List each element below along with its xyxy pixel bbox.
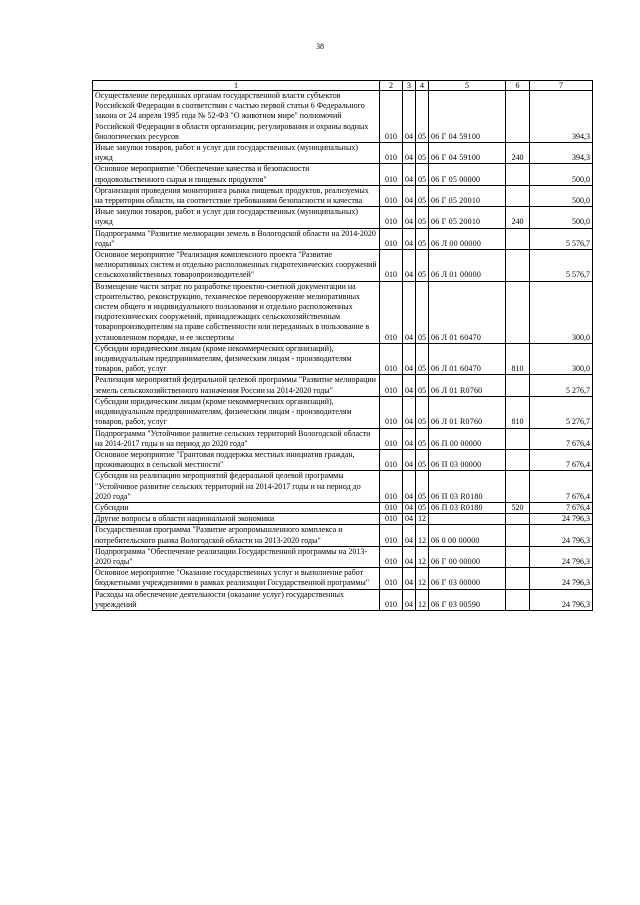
- col-header-3: 3: [403, 81, 416, 91]
- cell-subsection: 05: [416, 502, 429, 513]
- cell-ministry-code: 010: [380, 428, 403, 449]
- cell-subsection: 12: [416, 525, 429, 546]
- cell-ministry-code: 010: [380, 91, 403, 143]
- cell-section: 04: [403, 525, 416, 546]
- cell-ministry-code: 010: [380, 525, 403, 546]
- table-row: [93, 343, 593, 375]
- cell-amount: 24 796,3: [530, 546, 593, 567]
- cell-section: 04: [403, 185, 416, 206]
- cell-section: 04: [403, 428, 416, 449]
- cell-target-article: 06 Г 05 20010: [429, 185, 506, 206]
- cell-target-article: 06 Л 00 00000: [429, 228, 506, 249]
- cell-expense-type: 240: [506, 207, 530, 228]
- cell-section: 04: [403, 91, 416, 143]
- table-row: [93, 546, 593, 567]
- cell-subsection: 05: [416, 471, 429, 503]
- cell-amount: 500,0: [530, 185, 593, 206]
- cell-expense-type: 520: [506, 502, 530, 513]
- table-row: [93, 91, 593, 143]
- cell-expense-type: [506, 449, 530, 470]
- cell-section: 04: [403, 143, 416, 164]
- table-row: [93, 525, 593, 546]
- cell-target-article: 06 П 03 R0180: [429, 502, 506, 513]
- cell-amount: 394,3: [530, 143, 593, 164]
- cell-section: 04: [403, 250, 416, 282]
- cell-amount: 5 576,7: [530, 228, 593, 249]
- table-row: [93, 207, 593, 228]
- cell-expense-type: [506, 228, 530, 249]
- cell-expense-type: [506, 164, 530, 185]
- cell-expense-type: [506, 525, 530, 546]
- cell-target-article: 06 П 03 R0180: [429, 471, 506, 503]
- table-row: [93, 396, 593, 428]
- cell-expense-type: [506, 546, 530, 567]
- cell-amount: 7 676,4: [530, 471, 593, 503]
- table-row: [93, 471, 593, 503]
- budget-table: [92, 80, 593, 611]
- cell-ministry-code: 010: [380, 546, 403, 567]
- cell-ministry-code: 010: [380, 143, 403, 164]
- cell-description: Основное мероприятие "Оказание государственных услуг и выполнение работ бюджетными учреждениями в рамках реализации Государственной программы": [93, 568, 380, 589]
- col-header-7: 7: [530, 81, 593, 91]
- cell-amount: 394,3: [530, 91, 593, 143]
- cell-description: Государственная программа "Развитие агропромышленного комплекса и потребительского рынка Вологодской области на 2013-2020 годы": [93, 525, 380, 546]
- cell-amount: 500,0: [530, 207, 593, 228]
- cell-description: Расходы на обеспечение деятельности (оказание услуг) государственных учреждений: [93, 589, 380, 610]
- cell-ministry-code: 010: [380, 589, 403, 610]
- cell-ministry-code: 010: [380, 185, 403, 206]
- cell-expense-type: [506, 568, 530, 589]
- cell-expense-type: [506, 281, 530, 343]
- table-row: [93, 514, 593, 525]
- cell-ministry-code: 010: [380, 514, 403, 525]
- cell-expense-type: [506, 428, 530, 449]
- cell-expense-type: [506, 91, 530, 143]
- table-row: [93, 428, 593, 449]
- cell-target-article: 06 Л 01 R0760: [429, 375, 506, 396]
- table-row: [93, 185, 593, 206]
- cell-section: 04: [403, 514, 416, 525]
- cell-section: 04: [403, 449, 416, 470]
- cell-subsection: 05: [416, 281, 429, 343]
- cell-description: Иные закупки товаров, работ и услуг для государственных (муниципальных) нужд: [93, 143, 380, 164]
- table-row: [93, 164, 593, 185]
- cell-target-article: 06 0 00 00000: [429, 525, 506, 546]
- cell-amount: 24 796,3: [530, 525, 593, 546]
- table-row: [93, 449, 593, 470]
- cell-target-article: 06 Л 01 60470: [429, 281, 506, 343]
- cell-amount: 5 576,7: [530, 250, 593, 282]
- cell-description: Основное мероприятие "Обеспечение качества и безопасности продовольственного сырья и пищевых продуктов": [93, 164, 380, 185]
- cell-ministry-code: 010: [380, 207, 403, 228]
- cell-target-article: 06 Л 01 00000: [429, 250, 506, 282]
- cell-expense-type: [506, 514, 530, 525]
- cell-target-article: 06 Г 00 00000: [429, 546, 506, 567]
- table-row: [93, 228, 593, 249]
- table-row: [93, 589, 593, 610]
- cell-section: 04: [403, 207, 416, 228]
- cell-amount: 24 796,3: [530, 589, 593, 610]
- col-header-1: 1: [93, 81, 380, 91]
- cell-description: Осуществление переданных органам государственной власти субъектов Российской Федерации в соответствии с частью первой статьи 6 Федерального закона от 24 апреля 1995 года № 52-ФЗ "О животном мире" полномочий Российской Федерации в области организации, регулирования и охраны водных биологических ресурсов: [93, 91, 380, 143]
- cell-expense-type: 810: [506, 343, 530, 375]
- cell-target-article: 06 Г 04 59100: [429, 91, 506, 143]
- col-header-4: 4: [416, 81, 429, 91]
- cell-section: 04: [403, 471, 416, 503]
- cell-ministry-code: 010: [380, 250, 403, 282]
- table-row: [93, 375, 593, 396]
- cell-description: Подпрограмма "Развитие мелиорации земель в Вологодской области на 2014-2020 годы": [93, 228, 380, 249]
- cell-amount: 5 276,7: [530, 375, 593, 396]
- cell-subsection: 05: [416, 228, 429, 249]
- cell-amount: 24 796,3: [530, 514, 593, 525]
- cell-target-article: 06 Г 03 00000: [429, 568, 506, 589]
- cell-description: Субсидии юридическим лицам (кроме некоммерческих организаций), индивидуальным предпринимателям, физическим лицам - производителям товаров, работ, услуг: [93, 343, 380, 375]
- cell-target-article: 06 Г 04 59100: [429, 143, 506, 164]
- cell-subsection: 12: [416, 546, 429, 567]
- cell-subsection: 05: [416, 143, 429, 164]
- col-header-6: 6: [506, 81, 530, 91]
- cell-amount: 300,0: [530, 343, 593, 375]
- cell-section: 04: [403, 281, 416, 343]
- cell-description: Иные закупки товаров, работ и услуг для государственных (муниципальных) нужд: [93, 207, 380, 228]
- cell-expense-type: [506, 375, 530, 396]
- cell-subsection: 05: [416, 396, 429, 428]
- table-row: [93, 281, 593, 343]
- cell-section: 04: [403, 228, 416, 249]
- cell-target-article: 06 Л 01 R0760: [429, 396, 506, 428]
- cell-description: Основное мероприятие "Грантовая поддержка местных инициатив граждан, проживающих в сельской местности": [93, 449, 380, 470]
- cell-ministry-code: 010: [380, 471, 403, 503]
- cell-subsection: 05: [416, 207, 429, 228]
- cell-description: Подпрограмма "Устойчивое развитие сельских территорий Вологодской области на 2014-2017 годы и на период до 2020 года": [93, 428, 380, 449]
- cell-subsection: 05: [416, 343, 429, 375]
- cell-description: Субсидии: [93, 502, 380, 513]
- cell-subsection: 05: [416, 91, 429, 143]
- cell-amount: 7 676,4: [530, 502, 593, 513]
- table-body: [93, 91, 593, 611]
- cell-amount: 24 796,3: [530, 568, 593, 589]
- cell-subsection: 05: [416, 250, 429, 282]
- cell-target-article: 06 П 03 00000: [429, 449, 506, 470]
- cell-target-article: [429, 514, 506, 525]
- cell-expense-type: [506, 250, 530, 282]
- cell-target-article: 06 П 00 00000: [429, 428, 506, 449]
- cell-section: 04: [403, 375, 416, 396]
- cell-ministry-code: 010: [380, 281, 403, 343]
- cell-expense-type: 240: [506, 143, 530, 164]
- col-header-5: 5: [429, 81, 506, 91]
- cell-description: Субсидии юридическим лицам (кроме некоммерческих организаций), индивидуальным предпринимателям, физическим лицам - производителям товаров, работ, услуг: [93, 396, 380, 428]
- cell-amount: 500,0: [530, 164, 593, 185]
- cell-description: Другие вопросы в области национальной экономики: [93, 514, 380, 525]
- cell-section: 04: [403, 589, 416, 610]
- cell-description: Реализация мероприятий федеральной целевой программы "Развитие мелиорации земель сельскохозяйственного назначения России на 2014-2020 годы": [93, 375, 380, 396]
- cell-ministry-code: 010: [380, 228, 403, 249]
- cell-amount: 300,0: [530, 281, 593, 343]
- cell-amount: 7 676,4: [530, 428, 593, 449]
- cell-section: 04: [403, 343, 416, 375]
- cell-description: Основное мероприятие "Реализация комплексного проекта "Развитие мелиоративных систем и отдельно расположенных гидротехнических сооружений сельскохозяйственных товаропроизводителей": [93, 250, 380, 282]
- cell-subsection: 05: [416, 449, 429, 470]
- cell-target-article: 06 Л 01 60470: [429, 343, 506, 375]
- cell-subsection: 05: [416, 428, 429, 449]
- cell-subsection: 05: [416, 185, 429, 206]
- cell-ministry-code: 010: [380, 449, 403, 470]
- cell-section: 04: [403, 568, 416, 589]
- cell-expense-type: 810: [506, 396, 530, 428]
- cell-subsection: 12: [416, 589, 429, 610]
- cell-description: Возмещение части затрат по разработке проектно-сметной документации на строительство, реконструкцию, техническое перевооружение мелиоративных систем общего и индивидуального пользования и отдельно расположенных гидротехнических сооружений, принадлежащих сельскохозяйственным товаропроизводителям на праве собственности или переданных в пользование в установленном порядке, и ее экспертизы: [93, 281, 380, 343]
- cell-section: 04: [403, 546, 416, 567]
- cell-ministry-code: 010: [380, 396, 403, 428]
- cell-subsection: 12: [416, 568, 429, 589]
- cell-section: 04: [403, 502, 416, 513]
- cell-ministry-code: 010: [380, 343, 403, 375]
- cell-section: 04: [403, 396, 416, 428]
- cell-subsection: 05: [416, 164, 429, 185]
- cell-ministry-code: 010: [380, 502, 403, 513]
- cell-section: 04: [403, 164, 416, 185]
- cell-description: Организация проведения мониторинга рынка пищевых продуктов, реализуемых на территории области, на соответствие требованиям безопасности и качества: [93, 185, 380, 206]
- table-header-row: [93, 81, 593, 91]
- cell-expense-type: [506, 589, 530, 610]
- cell-target-article: 06 Г 05 00000: [429, 164, 506, 185]
- cell-expense-type: [506, 185, 530, 206]
- cell-ministry-code: 010: [380, 568, 403, 589]
- cell-ministry-code: 010: [380, 375, 403, 396]
- cell-subsection: 05: [416, 375, 429, 396]
- cell-target-article: 06 Г 03 00590: [429, 589, 506, 610]
- col-header-2: 2: [380, 81, 403, 91]
- cell-ministry-code: 010: [380, 164, 403, 185]
- table-row: [93, 502, 593, 513]
- cell-expense-type: [506, 471, 530, 503]
- table-row: [93, 143, 593, 164]
- cell-target-article: 06 Г 05 20010: [429, 207, 506, 228]
- page-number: 38: [316, 42, 324, 51]
- table-row: [93, 568, 593, 589]
- table-row: [93, 250, 593, 282]
- cell-description: Подпрограмма "Обеспечение реализации Государственной программы на 2013-2020 годы": [93, 546, 380, 567]
- cell-amount: 5 276,7: [530, 396, 593, 428]
- cell-description: Субсидия на реализацию мероприятий федеральной целевой программы "Устойчивое развитие сельских территорий на 2014-2017 годы и на период до 2020 года": [93, 471, 380, 503]
- cell-amount: 7 676,4: [530, 449, 593, 470]
- cell-subsection: 12: [416, 514, 429, 525]
